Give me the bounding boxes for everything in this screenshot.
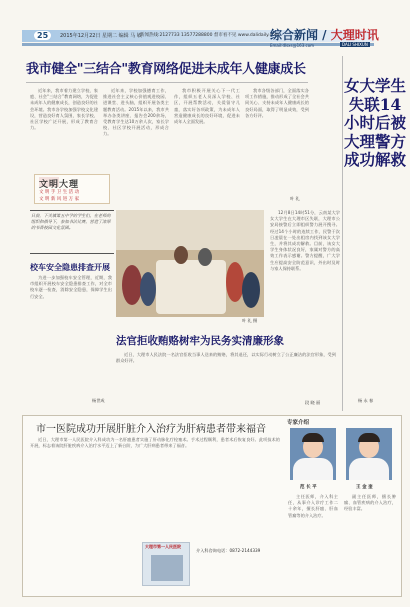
vertical-story-byline: 杨 永 春 — [358, 398, 374, 403]
main-article-text-4: 我市各级各部门，全面落实各项工作措施，推动形成了全社会共同关心、支持未成年人健康成长的良好局面，取得了明显成效，受到各方好评。 — [245, 88, 309, 118]
doctor-bio-1 — [288, 494, 338, 590]
vertical-story-body: 12月8日14时51分，云南某大学女大学生在大理市区失联，大理市公安局接警后立即组织警力展开搜寻。经过14个小时的连续工作，民警于次日凌晨在一处出租房内找到该女大学生，并将其成功解救。目前，该女大学生身体状况良好，家属对警方的高效工作表示感谢。警方提醒，广大学生应提高安全防范意识，外出时及时与家人保持联系。 — [270, 210, 340, 271]
page-header — [0, 0, 410, 56]
main-headline: 我市健全"三结合"教育网络促进未成年人健康成长 — [26, 62, 306, 77]
stamp-line2: 文 明 新 风 进 万 家 — [39, 197, 80, 202]
main-article-text-3: 我市积极开展关心下一代工作，组织五老人员深入学校、社区，开展帮教活动，关爱留守儿童，落实好各项政策，为未成年人营造健康成长的良好环境，促进未成年人全面发展。 — [174, 88, 240, 125]
photo-person — [122, 265, 142, 305]
masthead-brand — [270, 26, 379, 43]
main-article-col1 — [30, 88, 98, 170]
doctor-bio-2 — [344, 494, 396, 590]
brand-prefix: 综合新闻 / — [270, 28, 331, 42]
hair — [358, 433, 380, 442]
court-body: 近日，大理市人民法院一名法官拒收当事人送来的贿赂，将其退还，以实际行动树立了公正廉洁的法官形象，受到群众好评。 — [116, 352, 336, 364]
photo-credit: 叶 礼 摄 — [242, 318, 258, 323]
main-article-text-1: 近年来，我市着力建立学校、家庭、社会“三结合”教育网络，为促进未成年人的健康成长，创造良好的社会环境。我市各学校加强学校文化建设，营造良好育人氛围，家长学校、社区学校广泛开展，形成了教育合力。 — [30, 88, 98, 131]
brand-email: Email:dlsxs@163.com — [270, 43, 315, 48]
doctor-bio-2-text: 副主任医师，擅长肿瘤、血管疾病的介入治疗，经验丰富。 — [344, 494, 396, 512]
stamp-title: 文明大理 — [39, 180, 80, 190]
right-column-divider — [342, 56, 343, 411]
hospital-image — [142, 542, 190, 586]
photo-person — [198, 248, 212, 266]
main-article-byline: 叶 礼 — [290, 196, 300, 201]
main-article-col4 — [245, 88, 309, 202]
hair — [302, 433, 324, 442]
header-rule — [22, 43, 374, 46]
stamp-line1: 文 明 手 卫 生 活 动 — [39, 190, 80, 195]
school-bus-headline: 校车安全隐患排查开展 — [30, 263, 110, 272]
coat — [293, 458, 333, 480]
classroom-photo — [116, 210, 264, 317]
issue-date: 2015年12月22日 星期二 编辑 马 敏 — [60, 33, 142, 39]
contact-line: 新闻热线:2127733 13577288800 督市看不见 www.dalidaily.com — [140, 33, 280, 38]
court-byline: 段 晓 丽 — [305, 400, 321, 405]
court-headline: 法官拒收贿赂树牢为民务实清廉形象 — [116, 335, 284, 347]
doctor-bio-1-text: 主任医师，介入科主任，从事介入诊疗工作二十余年，擅长肝癌、肝血管瘤等的介入治疗。 — [288, 494, 338, 518]
main-article-col3 — [174, 88, 240, 202]
vertical-story-title: 女大学生失联14小时后被大理警方成功解救 — [344, 76, 407, 169]
school-bus-text — [30, 275, 112, 405]
photo-person — [242, 272, 260, 308]
school-bus-byline: 杨世成 — [92, 398, 105, 403]
hospital-building — [151, 555, 183, 581]
school-bus-body: 为进一步加强校车安全管理，近期，我市组织开展校车安全隐患排查工作，对全市校车逐一检查，消除安全隐患，保障学生出行安全。 — [30, 275, 112, 299]
civilization-stamp — [34, 174, 110, 204]
headline-rule — [26, 82, 308, 83]
photo-wall — [116, 210, 264, 250]
main-article-col2 — [103, 88, 169, 202]
ad-headline: 市一医院成功开展肝脏介入治疗为肝病患者带来福音 — [36, 424, 266, 435]
doctor-photo-1 — [290, 428, 336, 480]
photo-person — [226, 262, 244, 302]
photo-person — [174, 246, 188, 264]
photo-table — [156, 260, 226, 314]
doctor-photo-2 — [346, 428, 392, 480]
coat — [349, 458, 389, 480]
doctor-name-1: 范 长 平 — [300, 485, 317, 490]
page-number: 25 — [34, 31, 51, 40]
photo-person — [140, 272, 156, 306]
ad-body-text: 近日，大理市第一人民医院介入科成功为一名肝癌患者实施了肝动脉化疗栓塞术。手术过程顺利，患者术后恢复良好。此项技术的开展，标志着该院肝脏疾病介入治疗水平迈上了新台阶，为广大肝病患者带来了福音。 — [30, 437, 280, 449]
ad-body — [30, 437, 280, 541]
doctor-name-2: 王 金 奎 — [356, 485, 373, 490]
brand-suffix: 时讯 — [354, 28, 379, 42]
brand-badge: DALI SHIXUN — [342, 42, 368, 47]
brand-city: 大理 — [330, 28, 355, 42]
ad-phone: 介入科咨询电话：0872-2144339 — [196, 548, 261, 553]
experts-label: 专家介绍 — [287, 420, 310, 426]
photo-caption-box: 日前，下关镇第五中学的学生们，在老师的组织和指导下，参加书法比赛，营造了浓厚的书香校园文化氛围。 — [30, 210, 114, 254]
hospital-caption: 大理市第一人民医院 — [145, 544, 181, 549]
vertical-story-text-left — [270, 210, 340, 406]
main-article-text-2: 近年来，学校加强德育工作，推进社会主义核心价值观进校园、进课堂、进头脑，组织开展各类主题教育活动。2015年以来，我市共举办各类讲座、报告会200余场，受教育学生达10万余人次，家长学校、社区学校开展活动，形成合力。 — [103, 88, 169, 137]
